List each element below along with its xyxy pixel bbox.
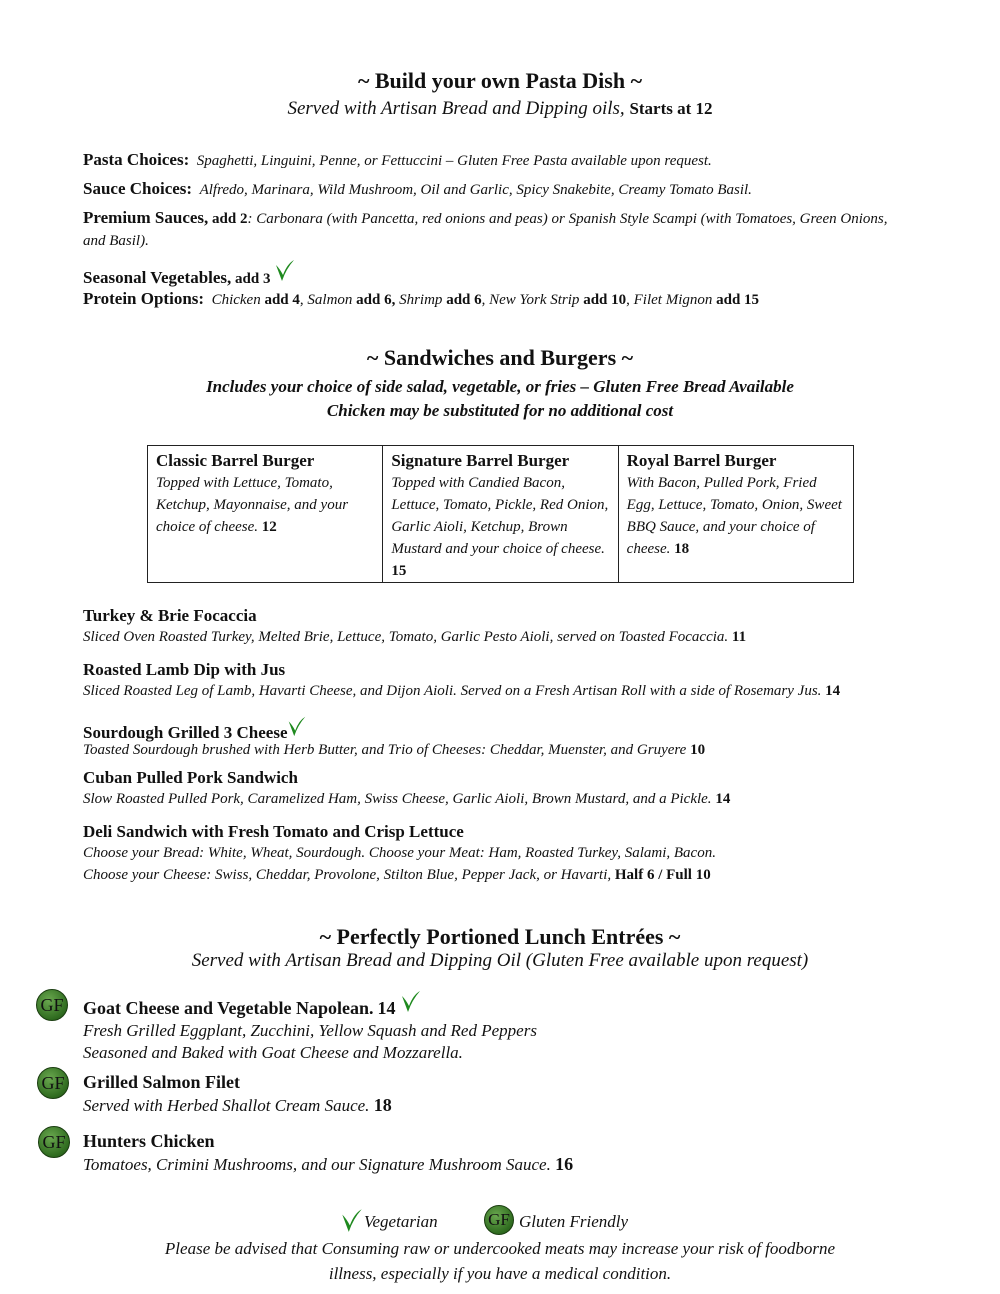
entree-name: Grilled Salmon Filet [83,1072,240,1092]
entree-desc-line [83,1153,883,1176]
lunch-subtitle: Served with Artisan Bread and Dipping Oil (Gluten Free available upon request) [191,950,809,971]
food-safety-notice: Please be advised that Consuming raw or undercooked meats may increase your risk of foodborne illness, especially if you have a medical condition. [164,1239,836,1283]
sandwich-desc: Sliced Oven Roasted Turkey, Melted Brie, Lettuce, Tomato, Garlic Pesto Aioli, served on Toasted Focaccia. [83,629,729,645]
deli-line-1: Choose your Bread: White, Wheat, Sourdough. Choose your Meat: Ham, Roasted Turkey, Salami, Bacon. [83,845,716,861]
entree-name: Goat Cheese and Vegetable Napolean. [83,998,374,1018]
sauce-choices [83,178,913,201]
sauce-choices-text: Alfredo, Marinara, Wild Mushroom, Oil and Garlic, Spicy Snakebite, Creamy Tomato Basil. [199,182,752,198]
sandwich-price: 11 [731,629,747,645]
burger-price: 12 [261,519,277,535]
burger-desc: With Bacon, Pulled Pork, Fried Egg, Lettuce, Tomato, Onion, Sweet BBQ Sauce, and your choice of cheese. [626,475,842,557]
protein-chicken-add: add 4 [264,292,300,308]
sandwiches-subtitle-1: Includes your choice of side salad, vegetable, or fries – Gluten Free Bread Available [206,377,794,396]
sandwich-item-grilled-cheese [83,714,963,761]
burger-cell-royal [618,446,853,583]
sandwich-item-turkey [83,606,963,648]
sandwich-item-deli [83,822,963,886]
entree-hunters-chicken [83,1129,883,1176]
sandwich-price: 10 [690,742,706,758]
pasta-section [0,68,1000,120]
pasta-subtitle-text: Served with Artisan Bread and Dipping oils, [287,98,625,119]
sandwich-desc: Sliced Roasted Leg of Lamb, Havarti Cheese, and Dijon Aioli. Served on a Fresh Artisan Roll with a side of Rosemary Jus. [83,683,822,699]
protein-sep: , [299,292,304,308]
sandwiches-subtitle-2: Chicken may be substituted for no additional cost [326,401,674,420]
sandwich-name: Turkey & Brie Focaccia [83,606,257,625]
pasta-starts-price: Starts at 12 [629,99,713,118]
burger-cell-signature [383,446,618,583]
protein-shrimp: Shrimp [399,292,443,308]
legend-gluten-friendly-label: Gluten Friendly [519,1212,629,1231]
entree-salmon [83,1070,883,1117]
lunch-section [0,924,1000,972]
pasta-subtitle [0,98,1000,120]
burger-name: Classic Barrel Burger [156,451,315,470]
protein-options [83,288,913,311]
entree-price: 14 [377,998,396,1018]
deli-line-2: Choose your Cheese: Swiss, Cheddar, Provolone, Stilton Blue, Pepper Jack, or Havarti, [83,867,612,883]
protein-shrimp-add: add 6 [446,292,482,308]
protein-filet-add: add 15 [716,292,760,308]
entree-napolean [83,988,883,1064]
protein-ny-strip-add: add 10 [583,292,627,308]
sandwich-price: 14 [715,791,731,807]
protein-salmon: Salmon [307,292,353,308]
burger-price: 15 [391,563,407,579]
deli-price: Half 6 / Full 10 [614,867,711,883]
entree-desc-2: Seasoned and Baked with Goat Cheese and Mozzarella. [83,1043,463,1062]
burger-cell-classic [148,446,383,583]
burger-desc: Topped with Candied Bacon, Lettuce, Tomato, Pickle, Red Onion, Garlic Aioli, Ketchup, Brown Mustard and your choice of cheese. [391,475,609,557]
entree-desc-line [83,1094,883,1117]
burger-price: 18 [674,541,690,557]
protein-sep: , [481,292,486,308]
burger-name: Signature Barrel Burger [391,451,570,470]
sandwich-desc: Slow Roasted Pulled Pork, Caramelized Ham, Swiss Cheese, Garlic Aioli, Brown Mustard, and a Pickle. [83,791,712,807]
sandwich-name: Cuban Pulled Pork Sandwich [83,768,298,787]
lunch-title: ~ Perfectly Portioned Lunch Entrées ~ [319,924,681,949]
pasta-choices [83,149,913,172]
pasta-choices-text: Spaghetti, Linguini, Penne, or Fettuccini – Gluten Free Pasta available upon request. [196,153,712,169]
seasonal-vegetables [83,257,913,290]
premium-sauces-add: add 2 [212,211,248,227]
seasonal-vegetables-label: Seasonal Vegetables, [83,268,232,287]
gluten-free-icon: GF [37,1067,69,1099]
protein-salmon-add: add 6, [356,292,396,308]
entree-price: 16 [555,1154,574,1174]
protein-chicken: Chicken [211,292,261,308]
sandwiches-title: ~ Sandwiches and Burgers ~ [366,345,634,370]
vegetarian-icon [274,257,296,283]
pasta-choices-label: Pasta Choices: [83,150,190,169]
premium-sauces-text: : Carbonara (with Pancetta, red onions and peas) or Spanish Style Scampi (with Tomatoes, Green Onions, and Basil). [83,211,888,249]
gluten-free-icon: GF [36,989,68,1021]
sandwich-desc-line [83,739,963,761]
protein-ny-strip: New York Strip [489,292,580,308]
premium-sauces [83,207,913,252]
seasonal-vegetables-add: add 3 [235,271,271,287]
entree-desc-1: Fresh Grilled Eggplant, Zucchini, Yellow Squash and Red Peppers [83,1021,537,1040]
sandwich-desc-line [83,788,963,810]
deli-line-2-wrap [83,864,963,886]
burger-name: Royal Barrel Burger [626,451,777,470]
gluten-free-icon: GF [484,1205,514,1235]
burger-row [148,446,854,583]
sandwiches-section [0,345,1000,423]
premium-sauces-label: Premium Sauces, [83,208,209,227]
sandwich-desc-line [83,680,963,702]
protein-options-label: Protein Options: [83,289,205,308]
legend [0,1204,1000,1234]
sandwich-desc-line [83,626,963,648]
sauce-choices-label: Sauce Choices: [83,179,193,198]
burger-desc: Topped with Lettuce, Tomato, Ketchup, Mayonnaise, and your choice of cheese. [156,475,349,535]
entree-desc: Served with Herbed Shallot Cream Sauce. [83,1096,370,1115]
vegetarian-icon [286,714,308,738]
protein-sep: , [626,292,630,308]
vegetarian-icon [340,1206,364,1234]
sandwich-price: 14 [825,683,841,699]
entree-price: 18 [373,1095,392,1115]
protein-filet: Filet Mignon [633,292,713,308]
vegetarian-icon [400,988,422,1014]
sandwich-desc: Toasted Sourdough brushed with Herb Butter, and Trio of Cheeses: Cheddar, Muenster, and Gruyere [83,742,687,758]
sandwich-name: Sourdough Grilled 3 Cheese [83,723,288,742]
sandwich-item-lamb [83,660,963,702]
legend-vegetarian-label: Vegetarian [364,1212,438,1231]
burger-table [147,445,854,583]
entree-name: Hunters Chicken [83,1131,215,1151]
deli-name: Deli Sandwich with Fresh Tomato and Crisp Lettuce [83,822,464,841]
sandwich-name: Roasted Lamb Dip with Jus [83,660,286,679]
sandwich-item-cuban [83,768,963,810]
gluten-free-icon: GF [38,1126,70,1158]
entree-desc: Tomatoes, Crimini Mushrooms, and our Signature Mushroom Sauce. [83,1155,551,1174]
pasta-title: ~ Build your own Pasta Dish ~ [357,68,643,93]
